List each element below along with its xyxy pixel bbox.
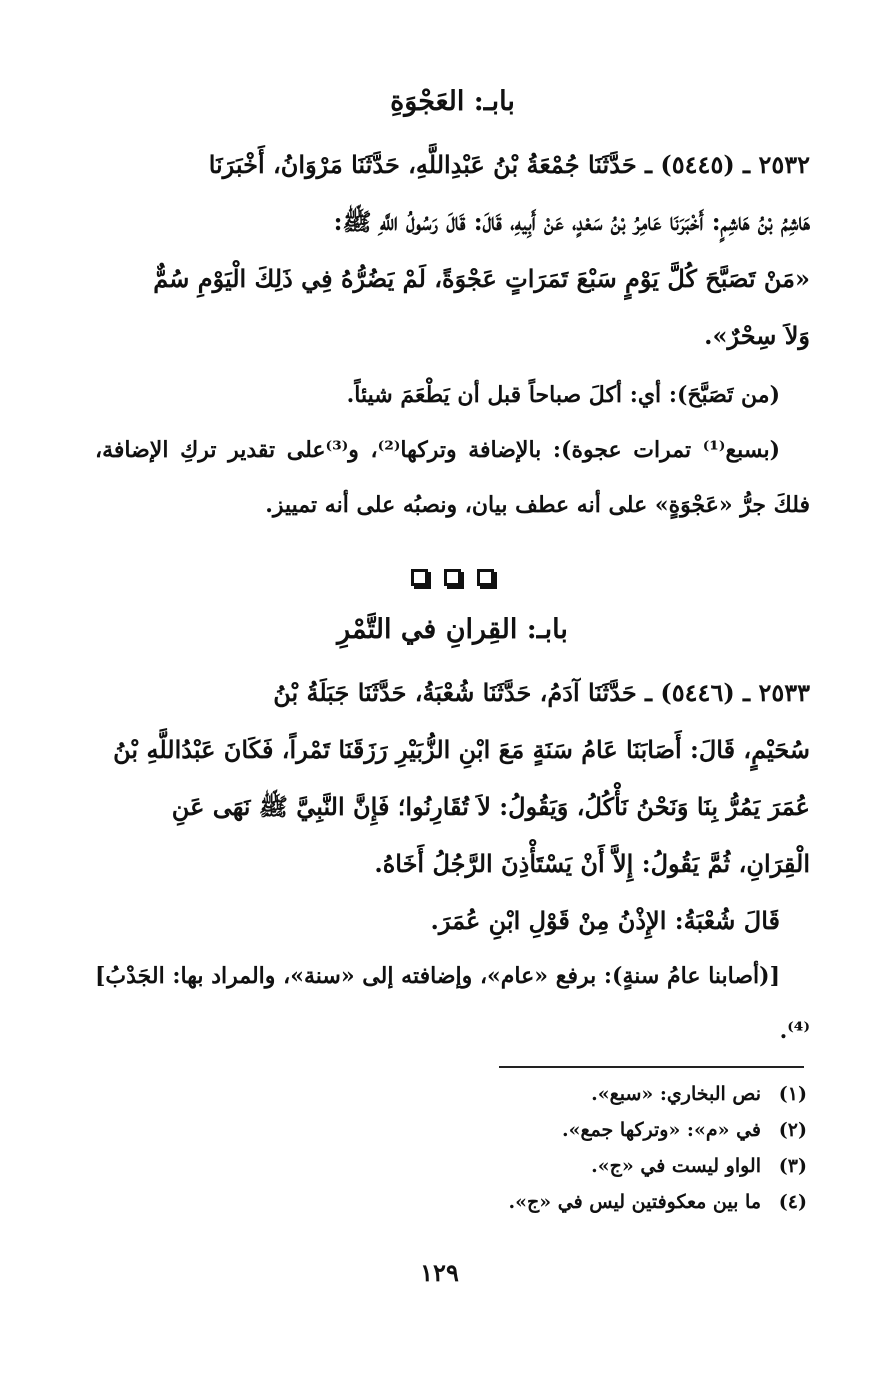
hadith-line: ٢٥٣٢ ـ (٥٤٤٥) ـ حَدَّثَنَا جُمْعَةُ بْنُ عَبْدِاللَّهِ، حَدَّثَنَا مَرْوَانُ، أَخْبَرَنَا xyxy=(208,150,810,179)
footnotes xyxy=(92,1076,807,1220)
footnote-text: نص البخاري: «سبع». xyxy=(591,1083,761,1105)
square-ornament-icon xyxy=(444,569,461,586)
hadith-line: سُحَيْمٍ، قَالَ: أَصَابَنَا عَامُ سَنَةٍ مَعَ ابْنِ الزُّبَيْرِ رَزَقَنَا تَمْراً، فَكَانَ عَبْدُاللَّهِ بْنُ xyxy=(113,735,810,764)
page-number: ١٢٩ xyxy=(420,1258,459,1287)
commentary-asabana: [(أصابنا عامُ سنةٍ): برفع «عام»، وإضافته إلى «سنة»، والمراد بها: الجَدْبُ]⁽⁴⁾. xyxy=(95,963,810,1044)
chapter-heading-ajwa: بابـ: العَجْوَةِ xyxy=(390,86,515,117)
footnote-text: في «م»: «وتركها جمع». xyxy=(561,1119,761,1141)
square-ornament-icon xyxy=(477,569,494,586)
hadith-line: الْقِرَانِ، ثُمَّ يَقُولُ: إِلاَّ أَنْ يَسْتَأْذِنَ الرَّجُلُ أَخَاهُ. xyxy=(374,849,810,878)
hadith-line: هَاشِمُ بْنُ هَاشِمٍ: أَخْبَرَنَا عَامِرُ بْنُ سَعْدٍ، عَنْ أَبِيهِ، قَالَ: قَالَ رَسُولُ اللَّهِ ﷺ: xyxy=(333,207,810,236)
footnote-item xyxy=(92,1148,807,1184)
hadith-line: «مَنْ تَصَبَّحَ كُلَّ يَوْمٍ سَبْعَ تَمَرَاتٍ عَجْوَةً، لَمْ يَضُرُّهُ فِي ذَلِكَ الْيَوْمِ سُمٌّ xyxy=(153,264,810,293)
footnote-item xyxy=(92,1076,807,1112)
hadith-2532 xyxy=(95,136,810,364)
commentary-bisab: (بسبع⁽¹⁾ تمرات عجوة): بالإضافة وتركها⁽²⁾، و⁽³⁾على تقدير تركِ الإضافة، فلكَ جرُّ «عَجْوَةٍ» على أنه عطف بيان، ونصبُه على أنه تمييز. xyxy=(95,437,810,518)
square-ornament-icon xyxy=(411,569,428,586)
commentary-tasabbaha: (من تَصَبَّحَ): أي: أكلَ صباحاً قبل أن يَطْعَمَ شيئاً. xyxy=(346,382,780,408)
footnote-number: (٢) xyxy=(778,1119,807,1141)
footnote-text: الواو ليست في «ج». xyxy=(591,1155,761,1177)
hadith-2533 xyxy=(95,664,810,892)
footnote-item xyxy=(92,1112,807,1148)
shuba-statement: قَالَ شُعْبَةُ: الإِذْنُ مِنْ قَوْلِ ابْنِ عُمَرَ. xyxy=(430,906,780,935)
footnote-number: (٣) xyxy=(778,1155,807,1177)
footnote-text: ما بين معكوفتين ليس في «ج». xyxy=(508,1191,761,1213)
footnote-divider xyxy=(499,1066,804,1068)
hadith-line: وَلاَ سِحْرٌ». xyxy=(704,321,810,350)
section-separator xyxy=(95,569,810,586)
chapter-heading-qiran: بابـ: القِرانِ في التَّمْرِ xyxy=(337,614,568,645)
footnote-item xyxy=(92,1184,807,1220)
footnote-number: (١) xyxy=(778,1083,807,1105)
hadith-line: ٢٥٣٣ ـ (٥٤٤٦) ـ حَدَّثَنَا آدَمُ، حَدَّثَنَا شُعْبَةُ، حَدَّثَنَا جَبَلَةُ بْنُ xyxy=(273,678,810,707)
footnote-number: (٤) xyxy=(778,1191,807,1213)
page-content xyxy=(95,78,810,1059)
hadith-line: عُمَرَ يَمُرُّ بِنَا وَنَحْنُ نَأْكُلُ، وَيَقُولُ: لاَ تُقَارِنُوا؛ فَإِنَّ النَّبِيَّ ﷺ نَهَى عَنِ xyxy=(171,792,810,821)
